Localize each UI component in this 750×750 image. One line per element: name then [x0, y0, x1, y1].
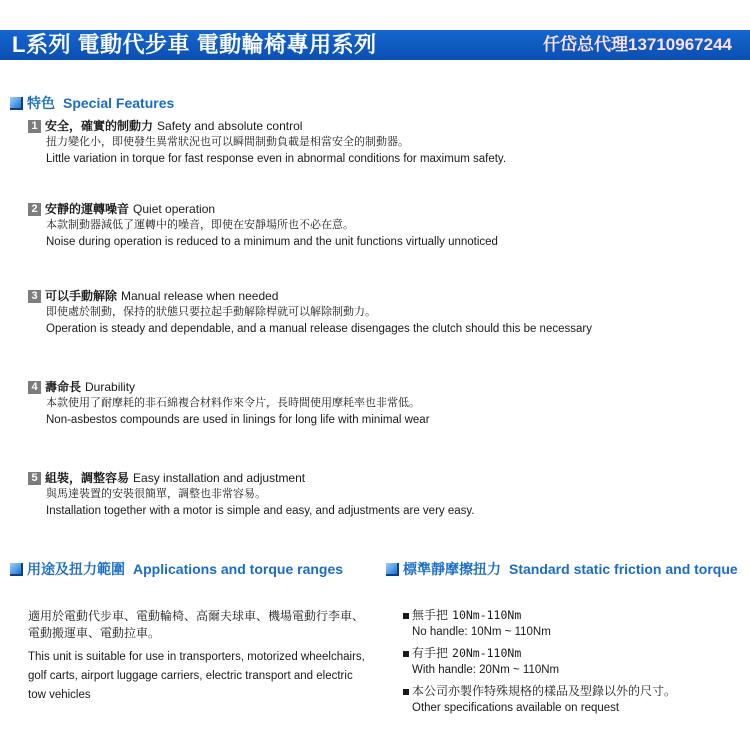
friction-label-zh: 有手把 [412, 646, 449, 660]
friction-en: Other specifications available on request [412, 702, 620, 714]
heading-zh: 標準靜摩擦扭力 [403, 562, 501, 578]
applications-text-zh: 適用於電動代步車、電動輪椅、高爾夫球車、機場電動行李車、電動搬運車、電動拉車。 [28, 609, 365, 640]
heading-en: Standard static friction and torque [509, 561, 738, 577]
feature-title-zh: 組裝，調整容易 [45, 471, 130, 485]
feature-desc-en: Noise during operation is reduced to a minimum and the unit functions virtually unnoticed [46, 236, 498, 248]
number-badge: 3 [28, 290, 41, 303]
number-badge: 4 [28, 381, 41, 394]
feature-title-zh: 壽命長 [45, 380, 82, 394]
square-bullet-icon [403, 613, 409, 619]
square-bullet-icon [403, 651, 409, 657]
number-badge: 1 [28, 120, 41, 133]
heading-zh: 特色 [27, 96, 55, 112]
feature-desc-zh: 本款制動器減低了運轉中的噪音，即使在安靜場所也不必在意。 [46, 219, 354, 231]
feature-title-zh: 安靜的運轉噪音 [45, 202, 130, 216]
friction-heading [386, 559, 738, 579]
friction-value: 10Nm-110Nm [452, 608, 522, 622]
section-square-icon [10, 97, 23, 110]
feature-title-zh: 安全，確實的制動力 [45, 119, 154, 133]
heading-en: Special Features [63, 95, 175, 111]
friction-item [403, 645, 559, 679]
friction-label-zh: 本公司亦製作特殊規格的樣品及型錄以外的尺寸。 [412, 684, 677, 698]
friction-label-zh: 無手把 [412, 608, 449, 622]
feature-title-zh: 可以手動解除 [45, 289, 118, 303]
feature-desc-en: Installation together with a motor is simple and easy, and adjustments are very easy. [46, 505, 475, 517]
agent-contact: 仟岱总代理13710967244 [542, 35, 732, 54]
heading-en: Applications and torque ranges [133, 561, 344, 577]
special-features-heading [10, 93, 174, 113]
applications-heading [10, 559, 343, 579]
feature-desc-zh: 即使處於制動，保持的狀態只要拉起手動解除桿就可以解除制動力。 [46, 306, 376, 318]
feature-desc-zh: 與馬達裝置的安裝很簡單，調整也非常容易。 [46, 488, 266, 500]
feature-item [28, 201, 738, 251]
feature-desc-en: Little variation in torque for fast response even in abnormal conditions for maximum safety. [46, 153, 507, 165]
feature-title-en: Easy installation and adjustment [133, 471, 306, 485]
feature-title-en: Quiet operation [133, 202, 216, 216]
feature-title-en: Safety and absolute control [157, 119, 303, 133]
friction-item [403, 683, 676, 717]
section-square-icon [10, 563, 23, 576]
title-banner [0, 30, 750, 60]
feature-desc-en: Non-asbestos compounds are used in linings for long life with minimal wear [46, 414, 430, 426]
feature-item [28, 118, 738, 168]
friction-value: 20Nm-110Nm [452, 646, 522, 660]
heading-zh: 用途及扭力範圍 [27, 562, 125, 578]
feature-desc-zh: 本款使用了耐摩耗的非石綿複合材料作來令片，長時間使用摩耗率也非常低。 [46, 397, 420, 409]
friction-item [403, 607, 551, 641]
applications-text-en: This unit is suitable for use in transporters, motorized wheelchairs, golf carts, airport luggage carriers, electric transport and electric tow vehicles [28, 651, 365, 701]
square-bullet-icon [403, 689, 409, 695]
banner-title: L系列 電動代步車 電動輪椅專用系列 [12, 32, 377, 57]
feature-title-en: Durability [85, 380, 136, 394]
feature-item [28, 288, 738, 338]
section-square-icon [386, 563, 399, 576]
number-badge: 5 [28, 472, 41, 485]
feature-title-en: Manual release when needed [121, 289, 279, 303]
number-badge: 2 [28, 203, 41, 216]
feature-item [28, 379, 738, 429]
feature-desc-zh: 扭力變化小，即使發生異常狀況也可以瞬間制動負載是相當安全的制動器。 [46, 136, 409, 148]
feature-item [28, 470, 738, 520]
friction-en: With handle: 20Nm ~ 110Nm [412, 664, 560, 676]
feature-desc-en: Operation is steady and dependable, and a manual release disengages the clutch should this be necessary [46, 323, 592, 335]
friction-en: No handle: 10Nm ~ 110Nm [412, 626, 551, 638]
